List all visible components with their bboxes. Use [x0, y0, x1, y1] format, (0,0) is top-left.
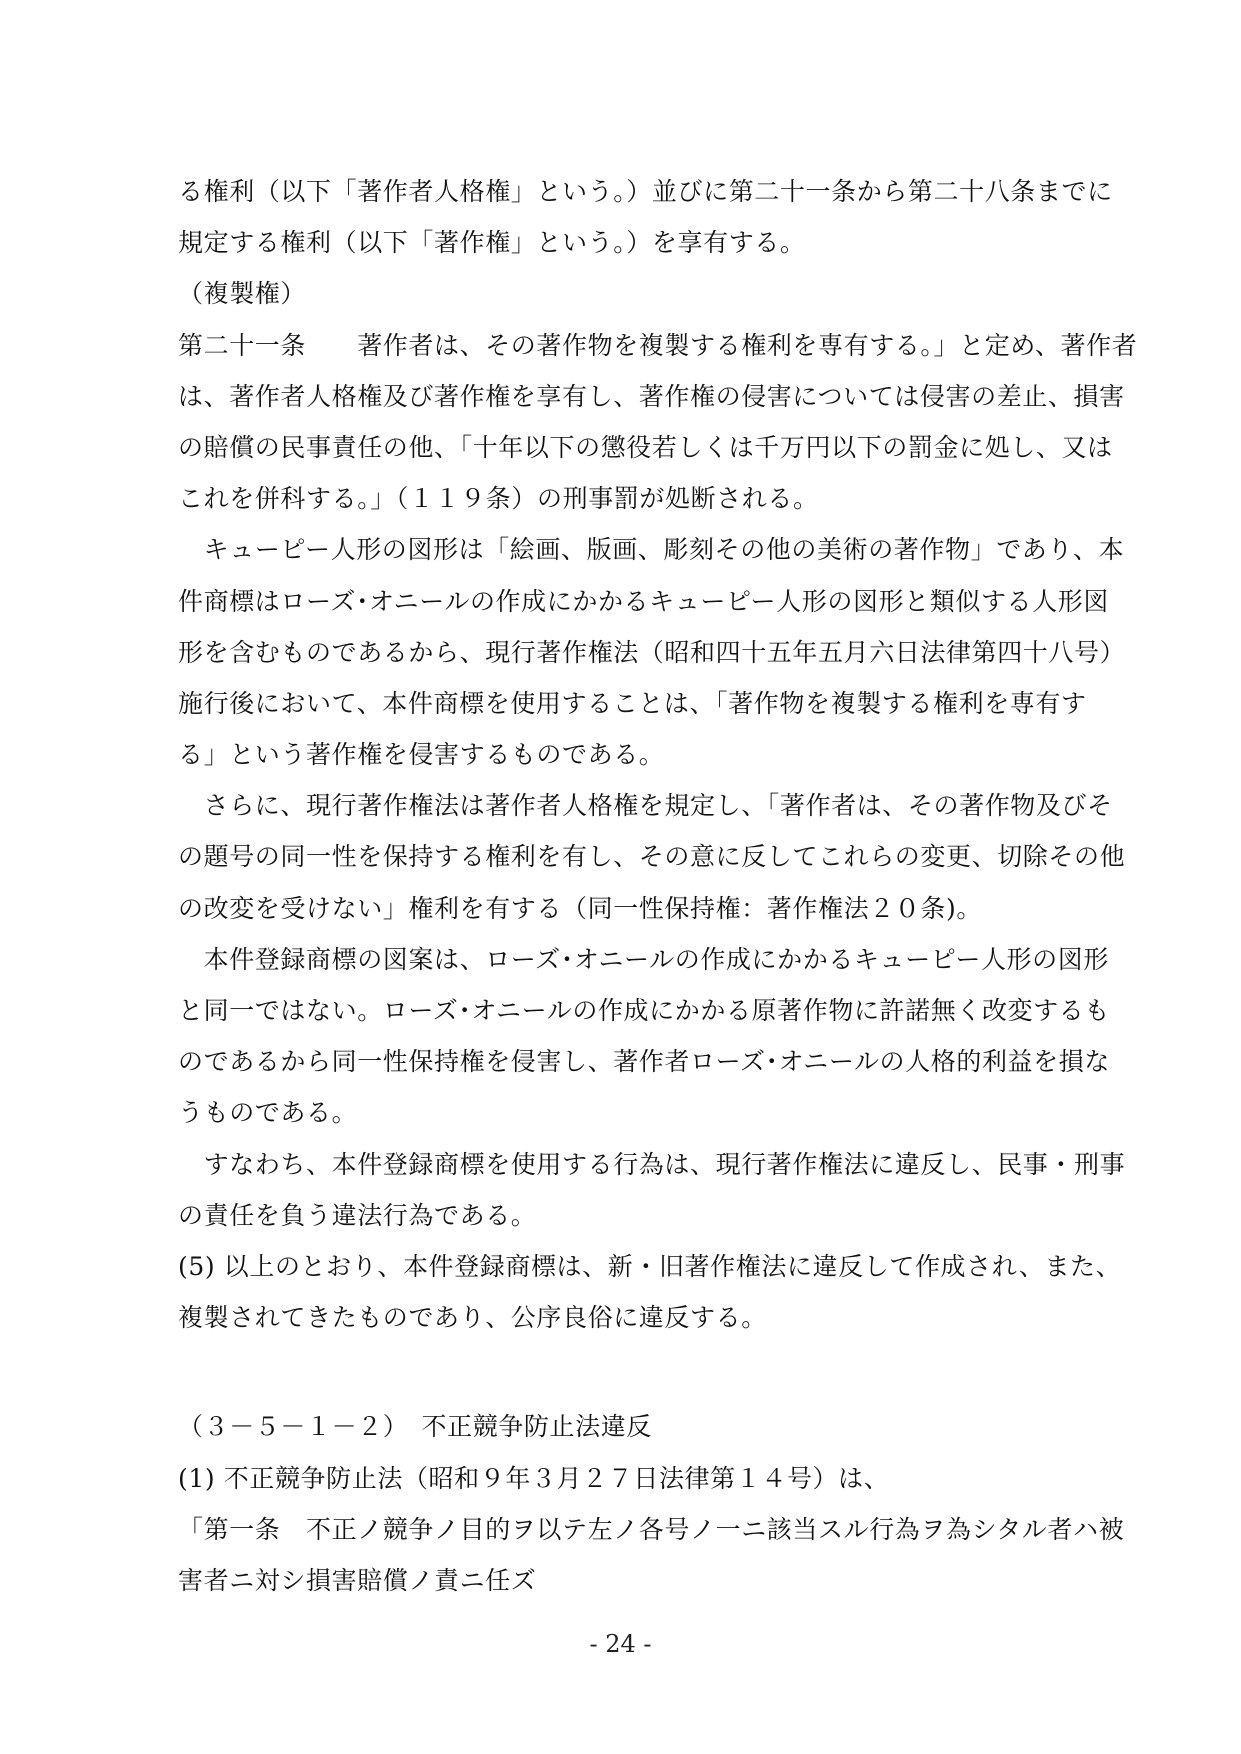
text-line: のであるから同一性保持権を侵害し、著作者ローズ･オニールの人格的利益を損な: [178, 1047, 1110, 1077]
text-line: 害者ニ対シ損害賠償ノ責ニ任ズ: [178, 1565, 537, 1595]
text-line: と同一ではない。ローズ･オニールの作成にかかる原著作物に許諾無く改変するも: [178, 996, 1110, 1025]
text-line: の賠償の民事責任の他、「十年以下の懲役若しくは千万円以下の罰金に処し、又は: [178, 432, 1113, 462]
text-line: これを併科する。」（１１９条）の刑事罰が処断される。: [178, 484, 819, 514]
text-line: (1) 不正競争防止法（昭和９年３月２７日法律第１４号）は、: [178, 1463, 890, 1493]
document-body: [178, 166, 1138, 1606]
section-heading: （３－５－１－２） 不正競争防止法違反: [178, 1412, 652, 1442]
text-line: 規定する権利（以下「著作権」という。）を享有する。: [178, 228, 806, 258]
text-line: 第二十一条 著作者は、その著作物を複製する権利を専有する。」と定め、著作者: [178, 330, 1138, 360]
text-line: 本件登録商標の図案は、ローズ･オニールの作成にかかるキューピー人形の図形: [178, 944, 1109, 974]
text-line: 「第一条 不正ノ競争ノ目的ヲ以テ左ノ各号ノ一ニ該当スル行為ヲ為シタル者ハ被: [178, 1514, 1125, 1544]
page-number: - 24 -: [589, 1630, 652, 1658]
text-line: (5) 以上のとおり、本件登録商標は、新・旧著作権法に違反して作成され、また、: [178, 1251, 1122, 1281]
text-line: 件商標はローズ･オニールの作成にかかるキューピー人形の図形と類似する人形図: [178, 586, 1109, 616]
section-heading: （複製権）: [178, 279, 307, 309]
text-line: の題号の同一性を保持する権利を有し、その意に反してこれらの変更、切除その他: [178, 842, 1126, 872]
text-line: うものである。: [178, 1098, 358, 1128]
text-line: さらに、現行著作権法は著作者人格権を規定し、「著作者は、その著作物及びそ: [178, 791, 1113, 821]
text-line: る」という著作権を侵害するものである。: [178, 740, 665, 770]
text-line: の改変を受けない」権利を有する（同一性保持権：著作権法２０条)。: [178, 893, 982, 923]
text-line: は、著作者人格権及び著作権を享有し、著作権の侵害については侵害の差止、損害: [178, 381, 1125, 411]
text-line: キューピー人形の図形は「絵画、版画、彫刻その他の美術の著作物」であり、本: [178, 535, 1125, 565]
text-line: 複製されてきたものであり、公序良俗に違反する。: [178, 1303, 767, 1333]
text-line: すなわち、本件登録商標を使用する行為は、現行著作権法に違反し、民事・刑事: [178, 1149, 1126, 1179]
text-line: 形を含むものであるから、現行著作権法（昭和四十五年五月六日法律第四十八号）: [178, 637, 1126, 667]
text-line: る権利（以下「著作者人格権」という。）並びに第二十一条から第二十八条までに: [178, 177, 1113, 206]
text-line: の責任を負う違法行為である。: [178, 1200, 537, 1230]
text-line: 施行後において、本件商標を使用することは、「著作物を複製する権利を専有す: [178, 688, 1087, 718]
paragraph-gap: [178, 1343, 1108, 1401]
